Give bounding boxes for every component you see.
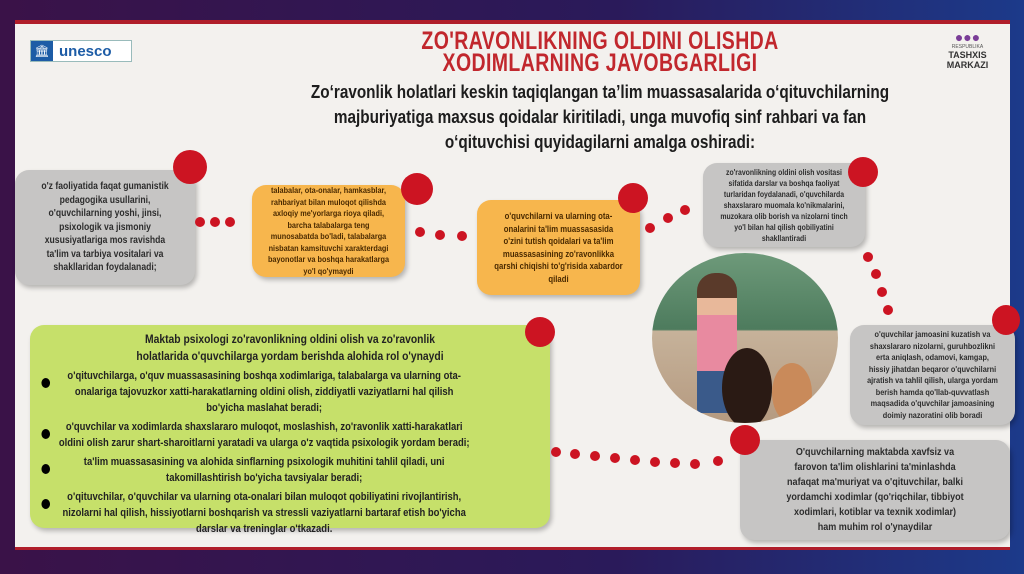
- connector-dot: [645, 223, 655, 233]
- connector-dot: [877, 287, 887, 297]
- tashxis-markazi-logo: [935, 30, 1000, 85]
- logo-line: TASHXIS: [948, 50, 987, 60]
- connector-dot: [610, 453, 620, 463]
- logo-line: MARKAZI: [946, 60, 989, 70]
- connector-dot: [690, 459, 700, 469]
- connector-dot: [663, 213, 673, 223]
- connector-dot: [630, 455, 640, 465]
- student-figure: [772, 363, 812, 423]
- student-figure: [722, 348, 772, 423]
- box-text: talabalar, ota-onalar, hamkasblar, rahbariyat bilan muloqot qilishda axloqiy me'yorlarga rioya qiladi, barcha talabalarga teng munosabatda bo'ladi, talabalarga nisbatan kamsituvchi xarakterdagi bayonotlar va boshqa harakatlarga yo'l qo'ymaydi: [267, 185, 390, 276]
- intro-text: Zo‘ravonlik holatlari keskin taqiqlangan ta’lim muassasalarida o‘qituvchilarning majburiyatiga maxsus qoidalar kiritiladi, unga muvofiq sinf rahbari va fan o‘qituvchisi quyidagilarni amalga oshiradi:: [310, 82, 890, 152]
- red-marker: [173, 150, 207, 184]
- connector-dot: [590, 451, 600, 461]
- connector-dot: [210, 217, 220, 227]
- page-title: [389, 27, 810, 77]
- unesco-logo: [30, 40, 132, 62]
- connector-dot: [680, 205, 690, 215]
- temple-icon: 🏛: [31, 41, 53, 61]
- psychologist-list: [38, 368, 471, 537]
- list-item: o'qituvchilar, o'quvchilar va ularning ota-onalari bilan muloqot qobiliyatini rivojlantirish, nizolarni hal qilish, hissiyotlarni boshqarish va stressli vaziyatlarni bartaraf etish bo'yicha darslar va treninglar o'tkazadi.: [38, 489, 471, 537]
- connector-dot: [195, 217, 205, 227]
- red-marker: [730, 425, 760, 455]
- psychologist-box: [30, 325, 550, 535]
- dots-icon: ●●●: [954, 29, 981, 45]
- info-box-5: [850, 325, 1015, 425]
- list-item: ta'lim muassasasining va alohida sinflarning psixologik muhitini tahlil qiladi, uni takomillashtirish bo'yicha tavsiyalar beradi;: [38, 454, 471, 486]
- list-item: o'quvchilar va xodimlarda shaxslararo muloqot, moslashish, zo'ravonlik xatti-harakatlari oldini olish zarur shart-sharoitlarni yaratadi va ularga o'z vaqtida psixologik yordam beradi;: [38, 419, 471, 451]
- title-line-2: XODIMLARNING JAVOBGARLIGI: [442, 49, 758, 77]
- connector-dot: [713, 456, 723, 466]
- connector-dot: [570, 449, 580, 459]
- connector-dot: [863, 252, 873, 262]
- red-marker: [401, 173, 433, 205]
- red-marker: [848, 157, 878, 187]
- box-text: zo'ravonlikning oldini olish vositasi sifatida darslar va boshqa faoliyat turlaridan foydalanadi, o'quvchilarda shaxslararo muomala ko'nikmalarini, muzokara olib borish va nizolarni tinch yo'l bilan hal qilish qobiliyatini shakllantiradi: [720, 167, 848, 243]
- connector-dot: [415, 227, 425, 237]
- red-marker: [992, 305, 1020, 335]
- info-box-2: [252, 185, 405, 277]
- info-box-3: [477, 200, 640, 295]
- logo-line: RESPUBLIKA: [951, 44, 984, 50]
- connector-dot: [871, 269, 881, 279]
- red-marker: [525, 317, 555, 347]
- connector-dot: [650, 457, 660, 467]
- red-marker: [618, 183, 648, 213]
- connector-dot: [551, 447, 561, 457]
- box-text: o'quvchilar jamoasini kuzatish va shaxslararo nizolarni, guruhbozlikni erta aniqlash, odamovi, kamgap, hissiy jihatdan beqaror o'quvchilarni ajratish va tahlil qilish, ularga yordam berish hamda qo'llab-quvvatlash maqsadida o'quvchilar jamoasining doimiy nazoratini olib boradi: [867, 329, 998, 420]
- connector-dot: [670, 458, 680, 468]
- classroom-photo: [652, 253, 838, 423]
- connector-dot: [457, 231, 467, 241]
- box-text: o'z faoliyatida faqat gumanistik pedagogika usullarini, o'quvchilarning yoshi, jinsi, psixologik va jismoniy xususiyatlariga mos ravishda ta'lim va tarbiya vositalari va shakllaridan foydalanadi;: [41, 181, 169, 274]
- connector-dot: [225, 217, 235, 227]
- box-text: O'quvchilarning maktabda xavfsiz va farovon ta'lim olishlarini ta'minlashda nafaqat ma'muriyat va o'qituvchilar, balki yordamchi xodimlar (qo'riqchilar, tibbiyot xodimlari, kotiblar va texnik xodimlar) ham muhim rol o'ynaydilar: [786, 446, 964, 533]
- box-text: o'quvchilarni va ularning ota-onalarini ta'lim muassasasida o'zini tutish qoidalari va ta'lim muassasasining zo'ravonlikka qarshi chiqishi to'g'risida xabardor qiladi: [494, 211, 623, 284]
- info-box-4: [703, 163, 865, 247]
- psychologist-heading: Maktab psixologi zo'ravonlikning oldini olish va zo'ravonlik holatlarida o'quvchilarga yordam berishda alohida rol o'ynaydi: [136, 332, 444, 363]
- info-box-1: [15, 170, 195, 285]
- info-box-6: [740, 440, 1010, 540]
- list-item: o'qituvchilarga, o'quv muassasasining boshqa xodimlariga, talabalarga va ularning ota-onalariga tajovuzkor xatti-harakatlarning oldini olish, ziddiyatli vaziyatlarni hal qilish bo'yicha maslahat beradi;: [38, 368, 471, 416]
- connector-dot: [883, 305, 893, 315]
- title-line-1: ZO'RAVONLIKNING OLDINI OLISHDA: [421, 27, 779, 55]
- unesco-text: unesco: [59, 42, 112, 60]
- connector-dot: [435, 230, 445, 240]
